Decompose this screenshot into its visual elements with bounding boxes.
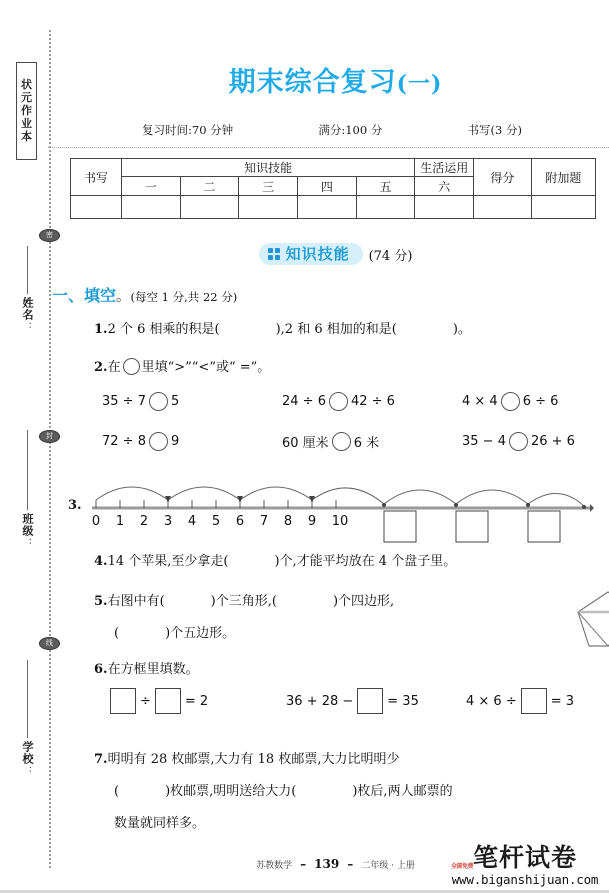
q2-item-2 bbox=[282, 392, 462, 411]
q2-item-3-left: 4 × 4 bbox=[462, 394, 498, 409]
seal-mark-2: 封 bbox=[39, 430, 60, 443]
score-table-col-5: 五 bbox=[356, 177, 415, 196]
score-cell-5[interactable] bbox=[356, 196, 415, 219]
question-6-expressions bbox=[106, 688, 609, 714]
q2-item-1-left: 35 ÷ 7 bbox=[102, 394, 146, 409]
question-2-row-2 bbox=[102, 432, 609, 451]
tick-label-5: 5 bbox=[211, 514, 221, 529]
subsection-mark: 。 bbox=[116, 289, 131, 305]
question-5 bbox=[94, 592, 394, 612]
q6-expression-3 bbox=[466, 688, 609, 714]
q6-expr3-post: = 3 bbox=[550, 693, 575, 709]
meta-duration: 复习时间:70 分钟 bbox=[142, 123, 234, 137]
score-table-writing-header: 书写 bbox=[71, 159, 122, 196]
question-4-number: 4. bbox=[94, 554, 108, 569]
question-7-line-2 bbox=[114, 782, 453, 802]
question-7-number: 7. bbox=[94, 752, 108, 767]
seal-mark-1: 密 bbox=[39, 229, 60, 242]
subsection-heading bbox=[52, 283, 237, 306]
tick-label-9: 9 bbox=[307, 514, 317, 529]
q2-item-3-circle[interactable] bbox=[501, 392, 520, 411]
question-7-line2-b: )枚邮票,明明送给大力( bbox=[165, 784, 297, 799]
page-title-main: 期末综合复习 bbox=[228, 67, 397, 98]
answer-box-1 bbox=[384, 511, 416, 542]
q2-item-2-right: 42 ÷ 6 bbox=[350, 394, 395, 409]
score-table-col-6: 六 bbox=[415, 177, 474, 196]
q2-item-4-left: 72 ÷ 8 bbox=[102, 434, 146, 449]
question-2 bbox=[94, 358, 270, 378]
score-table bbox=[70, 158, 596, 219]
watermark bbox=[449, 844, 601, 887]
brand-char-4: 业 bbox=[21, 117, 32, 130]
score-table-group-application: 生活运用 bbox=[415, 159, 474, 177]
footer-dash-left: – bbox=[300, 857, 307, 871]
brand-char-5: 本 bbox=[21, 130, 32, 143]
watermark-url: www.biganshijuan.com bbox=[451, 872, 599, 887]
question-5-line2-b: )个五边形。 bbox=[165, 626, 236, 641]
q2-item-3 bbox=[462, 392, 609, 411]
tick-label-4: 4 bbox=[187, 514, 197, 529]
section-banner-score: (74 分) bbox=[368, 248, 413, 264]
question-7-line-1: 明明有 28 枚邮票,大力有 18 枚邮票,大力比明明少 bbox=[107, 752, 400, 767]
tick-label-2: 2 bbox=[139, 514, 149, 529]
q2-item-6-right: 26 + 6 bbox=[530, 434, 575, 449]
q2-item-4-circle[interactable] bbox=[149, 432, 168, 451]
watermark-name: 笔杆试卷 bbox=[472, 843, 577, 872]
question-7-line2-a: ( bbox=[114, 784, 120, 799]
question-2-text-b: 里填“>”“<”或“ =”。 bbox=[141, 360, 271, 375]
question-2-number: 2. bbox=[94, 360, 108, 375]
q2-item-5-right: 6 米 bbox=[353, 436, 380, 451]
question-1-text-c: )。 bbox=[452, 322, 471, 337]
page-title bbox=[62, 60, 609, 99]
tick-label-10: 10 bbox=[331, 514, 349, 529]
question-6-stem: 在方框里填数。 bbox=[107, 662, 199, 677]
margin-field-name-colon: ： bbox=[21, 322, 32, 331]
question-4-text-b: )个,才能平均放在 4 个盘子里。 bbox=[274, 554, 457, 569]
tick-label-6: 6 bbox=[235, 514, 245, 529]
section-banner-label: 知识技能 bbox=[285, 245, 350, 263]
question-2-stem-circle[interactable] bbox=[123, 358, 140, 375]
number-line-diagram bbox=[84, 482, 594, 544]
question-6 bbox=[94, 660, 199, 680]
margin-field-school-label: 学校 bbox=[21, 741, 34, 765]
margin-field-school bbox=[12, 660, 42, 775]
question-5-text-c: )个四边形, bbox=[332, 594, 395, 609]
pentagon-figure bbox=[574, 588, 609, 650]
margin-field-class-label: 班级 bbox=[21, 513, 34, 537]
answer-box-3 bbox=[528, 511, 560, 542]
question-5-line2-a: ( bbox=[114, 626, 120, 641]
q2-item-6-circle[interactable] bbox=[509, 432, 528, 451]
q2-item-4-right: 9 bbox=[170, 434, 180, 449]
q2-item-3-right: 6 ÷ 6 bbox=[522, 394, 559, 409]
question-7-line2-c: )枚后,两人邮票的 bbox=[352, 784, 453, 799]
question-4 bbox=[94, 552, 456, 572]
brand-badge bbox=[16, 62, 37, 160]
question-7 bbox=[94, 750, 399, 770]
q6-expr2-box-1[interactable] bbox=[357, 688, 383, 714]
score-cell-total[interactable] bbox=[474, 196, 532, 219]
q2-item-1 bbox=[102, 392, 282, 411]
question-1-number: 1. bbox=[94, 322, 108, 337]
q2-item-5-circle[interactable] bbox=[332, 432, 351, 451]
score-table-score-header: 得分 bbox=[474, 159, 532, 196]
header-divider bbox=[48, 147, 609, 148]
margin-field-class bbox=[12, 430, 42, 547]
q2-item-5-left: 60 厘米 bbox=[282, 436, 329, 451]
brand-char-3: 作 bbox=[21, 104, 32, 117]
q6-expression-1 bbox=[106, 688, 286, 714]
score-cell-3[interactable] bbox=[239, 196, 298, 219]
q2-item-2-circle[interactable] bbox=[329, 392, 348, 411]
left-margin-strip bbox=[0, 0, 58, 893]
q6-expr1-box-2[interactable] bbox=[155, 688, 181, 714]
question-3-number: 3. bbox=[68, 498, 82, 513]
question-5-text-b: )个三角形,( bbox=[210, 594, 277, 609]
answer-box-2 bbox=[456, 511, 488, 542]
question-2-text-a: 在 bbox=[107, 360, 121, 375]
footer-subject: 苏教数学 bbox=[256, 861, 293, 871]
score-cell-1[interactable] bbox=[121, 196, 180, 219]
q2-item-6-left: 35 − 4 bbox=[462, 434, 506, 449]
question-7-line-3 bbox=[114, 814, 205, 834]
fold-dotted-line bbox=[49, 30, 51, 868]
question-1 bbox=[94, 320, 471, 340]
q6-expr3-pre: 4 × 6 ÷ bbox=[466, 693, 517, 709]
score-cell-writing[interactable] bbox=[71, 196, 122, 219]
question-1-text-b: ),2 和 6 相加的和是( bbox=[275, 322, 397, 337]
page-title-suffix: (一) bbox=[396, 71, 443, 97]
question-4-text-a: 14 个苹果,至少拿走( bbox=[107, 554, 229, 569]
question-5-number: 5. bbox=[94, 594, 108, 609]
question-5-text-a: 右图中有( bbox=[107, 594, 165, 609]
q6-expr1-post: = 2 bbox=[184, 693, 209, 709]
section-banner-pill bbox=[259, 243, 363, 265]
tick-label-0: 0 bbox=[91, 514, 101, 529]
score-cell-2[interactable] bbox=[180, 196, 239, 219]
tick-label-7: 7 bbox=[259, 514, 269, 529]
margin-field-class-colon: ： bbox=[21, 538, 32, 547]
score-cell-bonus[interactable] bbox=[531, 196, 595, 219]
brand-char-1: 状 bbox=[21, 78, 32, 91]
subsection-number: 一、 bbox=[52, 286, 85, 305]
q6-expression-2 bbox=[286, 688, 466, 714]
q2-item-1-circle[interactable] bbox=[149, 392, 168, 411]
tick-label-8: 8 bbox=[283, 514, 293, 529]
score-cell-6[interactable] bbox=[415, 196, 474, 219]
question-6-number: 6. bbox=[94, 662, 108, 677]
q6-expr3-box-1[interactable] bbox=[521, 688, 547, 714]
question-2-row-1 bbox=[102, 392, 609, 411]
subsection-note: (每空 1 分,共 22 分) bbox=[130, 290, 238, 304]
four-squares-icon bbox=[268, 248, 280, 260]
q6-expr2-post: = 35 bbox=[387, 693, 419, 709]
q2-item-6 bbox=[462, 432, 609, 451]
seal-mark-3: 线 bbox=[39, 637, 60, 650]
meta-full-score: 满分:100 分 bbox=[318, 123, 383, 137]
score-table-bonus-header: 附加题 bbox=[531, 159, 595, 196]
footer-grade: 二年级 · 上册 bbox=[361, 861, 415, 871]
score-table-col-3: 三 bbox=[239, 177, 298, 196]
q2-item-2-left: 24 ÷ 6 bbox=[282, 394, 326, 409]
question-7-line3: 数量就同样多。 bbox=[114, 816, 206, 831]
subsection-title: 填空 bbox=[84, 286, 117, 305]
tick-label-3: 3 bbox=[163, 514, 173, 529]
meta-handwriting: 书写(3 分) bbox=[467, 123, 522, 137]
q2-item-5 bbox=[282, 432, 462, 451]
section-banner bbox=[62, 243, 609, 265]
q2-item-1-right: 5 bbox=[170, 394, 180, 409]
margin-field-name-label: 姓名 bbox=[21, 297, 34, 321]
footer-page-number: 139 bbox=[314, 857, 340, 871]
margin-field-name bbox=[12, 246, 42, 331]
tick-label-1: 1 bbox=[115, 514, 125, 529]
question-1-text-a: 2 个 6 相乘的积是( bbox=[107, 322, 220, 337]
question-3 bbox=[68, 482, 594, 544]
q6-expr1-mid: ÷ bbox=[140, 693, 151, 709]
worksheet-page bbox=[52, 0, 609, 893]
exam-meta-row bbox=[142, 122, 522, 138]
score-table-col-2: 二 bbox=[180, 177, 239, 196]
score-table-group-knowledge: 知识技能 bbox=[121, 159, 414, 177]
score-table-col-4: 四 bbox=[298, 177, 357, 196]
q6-expr2-pre: 36 + 28 − bbox=[286, 693, 354, 709]
brand-char-2: 元 bbox=[21, 91, 32, 104]
score-cell-4[interactable] bbox=[298, 196, 357, 219]
score-table-col-1: 一 bbox=[121, 177, 180, 196]
footer-dash-right: – bbox=[347, 857, 354, 871]
question-5-line-2 bbox=[114, 624, 235, 644]
margin-field-school-colon: ： bbox=[21, 766, 32, 775]
q2-item-4 bbox=[102, 432, 282, 451]
q6-expr1-box-1[interactable] bbox=[110, 688, 136, 714]
watermark-badge: 全部免费 bbox=[451, 863, 474, 870]
